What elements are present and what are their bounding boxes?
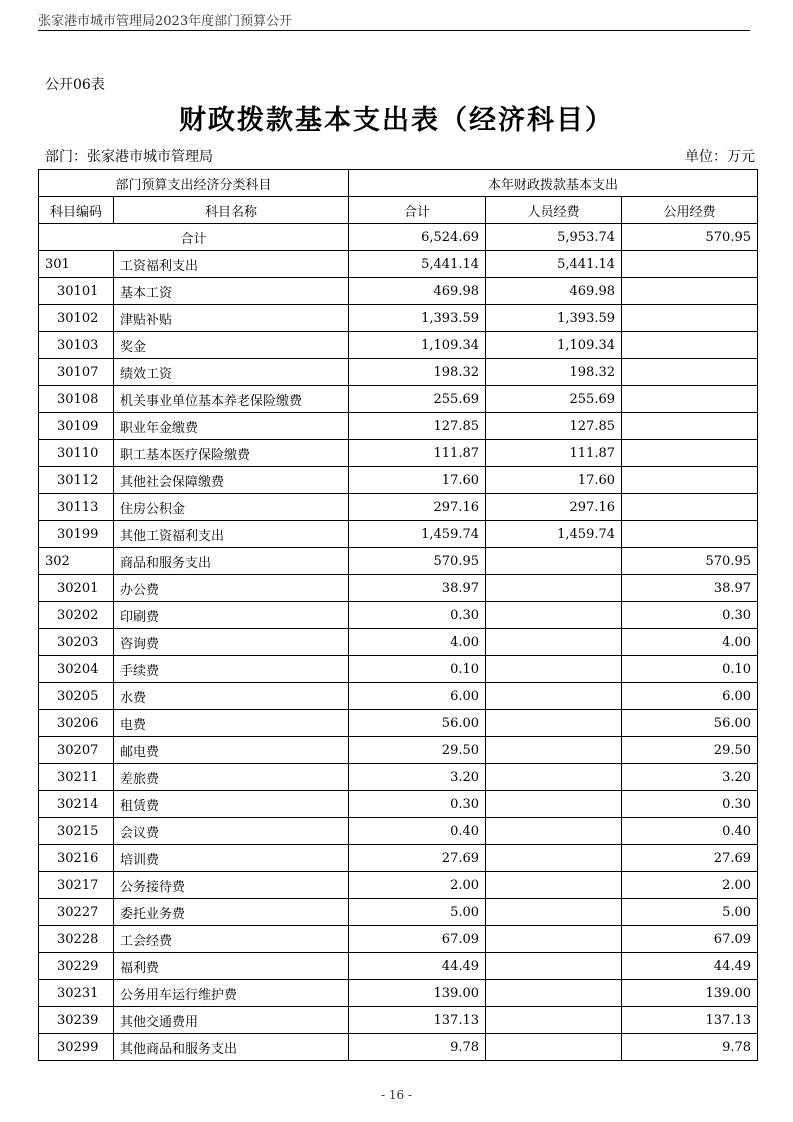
cell-name: 职工基本医疗保险缴费 xyxy=(114,440,349,467)
cell-public xyxy=(622,413,758,440)
cell-name: 基本工资 xyxy=(114,278,349,305)
cell-code: 30113 xyxy=(39,494,114,521)
cell-code: 30199 xyxy=(39,521,114,548)
cell-name: 其他社会保障缴费 xyxy=(114,467,349,494)
cell-code: 30103 xyxy=(39,332,114,359)
cell-code: 30110 xyxy=(39,440,114,467)
cell-total: 198.32 xyxy=(349,359,486,386)
cell-public xyxy=(622,359,758,386)
cell-code: 30239 xyxy=(39,1007,114,1034)
cell-personnel: 297.16 xyxy=(486,494,622,521)
cell-name: 其他商品和服务支出 xyxy=(114,1034,349,1061)
cell-public: 0.30 xyxy=(622,602,758,629)
header-column-row xyxy=(39,197,758,224)
table-row xyxy=(39,413,758,440)
table-row xyxy=(39,602,758,629)
table-row xyxy=(39,791,758,818)
cell-personnel xyxy=(486,1007,622,1034)
table-row xyxy=(39,359,758,386)
table-row xyxy=(39,332,758,359)
cell-public: 0.10 xyxy=(622,656,758,683)
cell-code: 30203 xyxy=(39,629,114,656)
cell-total: 3.20 xyxy=(349,764,486,791)
table-row xyxy=(39,926,758,953)
cell-code: 30227 xyxy=(39,899,114,926)
cell-name: 委托业务费 xyxy=(114,899,349,926)
cell-personnel xyxy=(486,602,622,629)
cell-personnel: 1,393.59 xyxy=(486,305,622,332)
cell-total: 38.97 xyxy=(349,575,486,602)
cell-personnel xyxy=(486,737,622,764)
header-code: 科目编码 xyxy=(39,197,114,224)
table-row xyxy=(39,845,758,872)
table-row xyxy=(39,251,758,278)
cell-personnel xyxy=(486,764,622,791)
department-label: 部门：张家港市城市管理局 xyxy=(45,149,213,165)
table-row xyxy=(39,953,758,980)
cell-public: 139.00 xyxy=(622,980,758,1007)
table-row xyxy=(39,440,758,467)
table-row xyxy=(39,494,758,521)
cell-personnel: 111.87 xyxy=(486,440,622,467)
cell-name: 住房公积金 xyxy=(114,494,349,521)
cell-personnel xyxy=(486,899,622,926)
cell-public: 570.95 xyxy=(622,548,758,575)
cell-name: 福利费 xyxy=(114,953,349,980)
cell-code: 30101 xyxy=(39,278,114,305)
table-row xyxy=(39,737,758,764)
cell-code: 30228 xyxy=(39,926,114,953)
cell-personnel xyxy=(486,1034,622,1061)
cell-code: 30201 xyxy=(39,575,114,602)
page-number: - 16 - xyxy=(380,1088,412,1102)
cell-code: 30108 xyxy=(39,386,114,413)
table-number: 公开06表 xyxy=(45,77,105,93)
cell-personnel xyxy=(486,845,622,872)
table-row xyxy=(39,1034,758,1061)
header-rule xyxy=(38,30,750,31)
cell-code: 30211 xyxy=(39,764,114,791)
cell-public xyxy=(622,467,758,494)
header-group-row xyxy=(39,170,758,197)
cell-name: 津贴补贴 xyxy=(114,305,349,332)
cell-personnel xyxy=(486,818,622,845)
table-row xyxy=(39,818,758,845)
cell-name: 租赁费 xyxy=(114,791,349,818)
cell-public: 38.97 xyxy=(622,575,758,602)
cell-public: 0.40 xyxy=(622,818,758,845)
cell-personnel: 198.32 xyxy=(486,359,622,386)
total-amount: 6,524.69 xyxy=(349,224,486,251)
cell-code: 30217 xyxy=(39,872,114,899)
cell-total: 297.16 xyxy=(349,494,486,521)
cell-public: 9.78 xyxy=(622,1034,758,1061)
table-row xyxy=(39,521,758,548)
cell-personnel: 1,109.34 xyxy=(486,332,622,359)
cell-code: 30112 xyxy=(39,467,114,494)
cell-personnel: 255.69 xyxy=(486,386,622,413)
cell-personnel xyxy=(486,710,622,737)
cell-public: 3.20 xyxy=(622,764,758,791)
cell-total: 1,459.74 xyxy=(349,521,486,548)
cell-code: 30299 xyxy=(39,1034,114,1061)
table-row xyxy=(39,1007,758,1034)
cell-total: 67.09 xyxy=(349,926,486,953)
header-name: 科目名称 xyxy=(114,197,349,224)
cell-total: 1,393.59 xyxy=(349,305,486,332)
cell-name: 工会经费 xyxy=(114,926,349,953)
cell-total: 27.69 xyxy=(349,845,486,872)
cell-personnel: 1,459.74 xyxy=(486,521,622,548)
cell-code: 302 xyxy=(39,548,114,575)
cell-total: 0.30 xyxy=(349,602,486,629)
cell-code: 30107 xyxy=(39,359,114,386)
cell-name: 商品和服务支出 xyxy=(114,548,349,575)
cell-public: 44.49 xyxy=(622,953,758,980)
cell-public xyxy=(622,278,758,305)
cell-public: 67.09 xyxy=(622,926,758,953)
cell-total: 44.49 xyxy=(349,953,486,980)
cell-total: 111.87 xyxy=(349,440,486,467)
cell-public: 6.00 xyxy=(622,683,758,710)
cell-name: 其他交通费用 xyxy=(114,1007,349,1034)
table-row xyxy=(39,305,758,332)
cell-total: 139.00 xyxy=(349,980,486,1007)
budget-table xyxy=(38,169,758,1061)
cell-public xyxy=(622,332,758,359)
cell-total: 0.40 xyxy=(349,818,486,845)
cell-total: 4.00 xyxy=(349,629,486,656)
cell-name: 工资福利支出 xyxy=(114,251,349,278)
table-row xyxy=(39,386,758,413)
table-row xyxy=(39,629,758,656)
cell-total: 29.50 xyxy=(349,737,486,764)
cell-total: 6.00 xyxy=(349,683,486,710)
cell-code: 30229 xyxy=(39,953,114,980)
header-group-left: 部门预算支出经济分类科目 xyxy=(39,170,349,197)
header-total: 合计 xyxy=(349,197,486,224)
cell-code: 30207 xyxy=(39,737,114,764)
table-row xyxy=(39,656,758,683)
cell-code: 30214 xyxy=(39,791,114,818)
cell-name: 手续费 xyxy=(114,656,349,683)
total-row xyxy=(39,224,758,251)
cell-code: 301 xyxy=(39,251,114,278)
table-row xyxy=(39,467,758,494)
cell-public: 5.00 xyxy=(622,899,758,926)
cell-total: 2.00 xyxy=(349,872,486,899)
cell-name: 奖金 xyxy=(114,332,349,359)
unit-label: 单位：万元 xyxy=(685,149,755,165)
cell-personnel: 5,441.14 xyxy=(486,251,622,278)
cell-total: 570.95 xyxy=(349,548,486,575)
cell-personnel xyxy=(486,926,622,953)
document-title: 财政拨款基本支出表（经济科目） xyxy=(179,105,614,136)
cell-name: 咨询费 xyxy=(114,629,349,656)
cell-total: 1,109.34 xyxy=(349,332,486,359)
cell-code: 30204 xyxy=(39,656,114,683)
cell-name: 培训费 xyxy=(114,845,349,872)
table-row xyxy=(39,872,758,899)
cell-name: 差旅费 xyxy=(114,764,349,791)
cell-name: 公务接待费 xyxy=(114,872,349,899)
cell-personnel: 17.60 xyxy=(486,467,622,494)
cell-personnel xyxy=(486,683,622,710)
cell-code: 30109 xyxy=(39,413,114,440)
cell-public: 2.00 xyxy=(622,872,758,899)
cell-code: 30231 xyxy=(39,980,114,1007)
cell-total: 9.78 xyxy=(349,1034,486,1061)
cell-public xyxy=(622,494,758,521)
cell-public xyxy=(622,251,758,278)
cell-total: 5,441.14 xyxy=(349,251,486,278)
cell-personnel: 127.85 xyxy=(486,413,622,440)
cell-name: 印刷费 xyxy=(114,602,349,629)
table-row xyxy=(39,764,758,791)
cell-public xyxy=(622,440,758,467)
cell-code: 30216 xyxy=(39,845,114,872)
cell-public xyxy=(622,521,758,548)
table-row xyxy=(39,548,758,575)
table-row xyxy=(39,710,758,737)
table-row xyxy=(39,278,758,305)
cell-personnel xyxy=(486,872,622,899)
cell-name: 办公费 xyxy=(114,575,349,602)
cell-name: 水费 xyxy=(114,683,349,710)
cell-total: 137.13 xyxy=(349,1007,486,1034)
cell-public: 137.13 xyxy=(622,1007,758,1034)
cell-public: 29.50 xyxy=(622,737,758,764)
cell-public: 0.30 xyxy=(622,791,758,818)
cell-code: 30102 xyxy=(39,305,114,332)
cell-name: 职业年金缴费 xyxy=(114,413,349,440)
cell-total: 56.00 xyxy=(349,710,486,737)
table-row xyxy=(39,683,758,710)
cell-personnel: 469.98 xyxy=(486,278,622,305)
cell-personnel xyxy=(486,629,622,656)
cell-name: 机关事业单位基本养老保险缴费 xyxy=(114,386,349,413)
cell-public: 27.69 xyxy=(622,845,758,872)
header-group-right: 本年财政拨款基本支出 xyxy=(349,170,758,197)
cell-code: 30206 xyxy=(39,710,114,737)
table-row xyxy=(39,899,758,926)
cell-total: 255.69 xyxy=(349,386,486,413)
table-row xyxy=(39,575,758,602)
cell-total: 469.98 xyxy=(349,278,486,305)
header-public: 公用经费 xyxy=(622,197,758,224)
total-public: 570.95 xyxy=(622,224,758,251)
cell-personnel xyxy=(486,656,622,683)
cell-name: 邮电费 xyxy=(114,737,349,764)
header-personnel: 人员经费 xyxy=(486,197,622,224)
total-label: 合计 xyxy=(39,224,349,251)
cell-code: 30215 xyxy=(39,818,114,845)
cell-personnel xyxy=(486,980,622,1007)
cell-personnel xyxy=(486,575,622,602)
cell-total: 17.60 xyxy=(349,467,486,494)
cell-personnel xyxy=(486,548,622,575)
cell-total: 0.30 xyxy=(349,791,486,818)
cell-personnel xyxy=(486,791,622,818)
cell-personnel xyxy=(486,953,622,980)
cell-public: 56.00 xyxy=(622,710,758,737)
total-personnel: 5,953.74 xyxy=(486,224,622,251)
cell-code: 30205 xyxy=(39,683,114,710)
cell-name: 绩效工资 xyxy=(114,359,349,386)
table-row xyxy=(39,980,758,1007)
cell-total: 127.85 xyxy=(349,413,486,440)
cell-name: 公务用车运行维护费 xyxy=(114,980,349,1007)
cell-name: 其他工资福利支出 xyxy=(114,521,349,548)
cell-total: 0.10 xyxy=(349,656,486,683)
running-header: 张家港市城市管理局2023年度部门预算公开 xyxy=(38,14,293,29)
cell-name: 会议费 xyxy=(114,818,349,845)
cell-total: 5.00 xyxy=(349,899,486,926)
cell-public xyxy=(622,386,758,413)
cell-code: 30202 xyxy=(39,602,114,629)
cell-public xyxy=(622,305,758,332)
cell-name: 电费 xyxy=(114,710,349,737)
cell-public: 4.00 xyxy=(622,629,758,656)
